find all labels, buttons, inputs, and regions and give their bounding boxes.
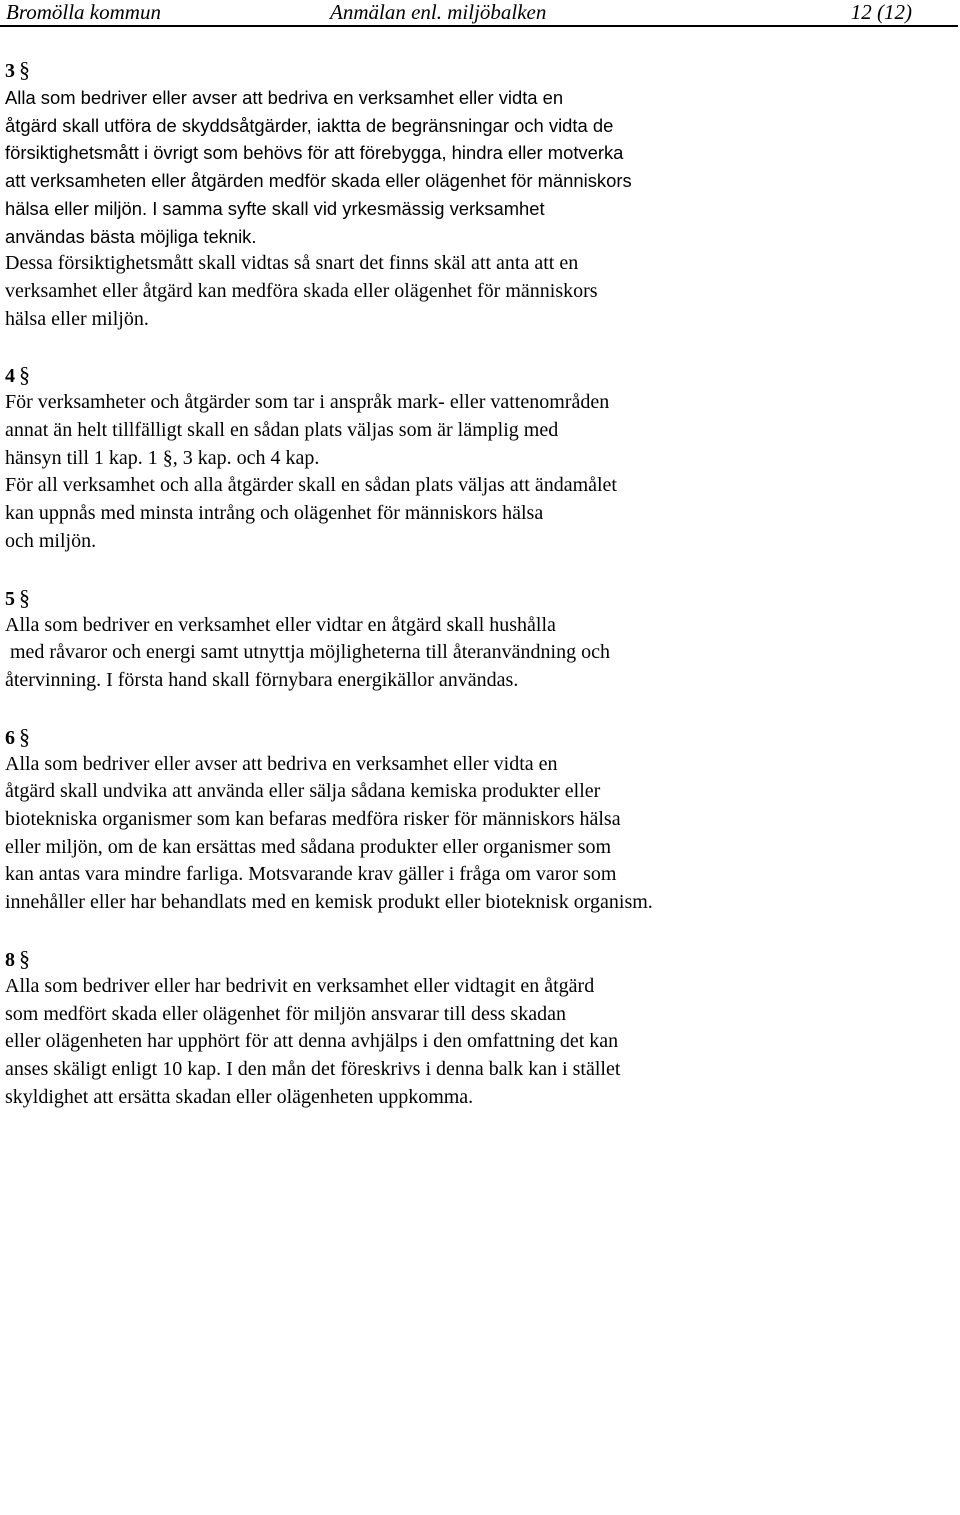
text-line: Alla som bedriver eller har bedrivit en verksamhet eller vidtagit en åtgärd [5,974,595,997]
text-line: annat än helt tillfälligt skall en sådan plats väljas som är lämplig med [5,419,559,442]
text-line: verksamhet eller åtgärd kan medföra skada eller olägenhet för människors [5,279,598,302]
text-line: att verksamheten eller åtgärden medför skada eller olägenhet för människors [5,170,632,192]
section-number: 4 [5,365,15,388]
paragraph-sign: § [19,57,30,82]
text-line: hänsyn till 1 kap. 1 §, 3 kap. och 4 kap. [5,446,320,469]
text-line: eller olägenheten har upphört för att denna avhjälps i den omfattning det kan [5,1030,619,1053]
text-line: åtgärd skall undvika att använda eller sälja sådana kemiska produkter eller [5,780,601,803]
section-heading [5,361,945,389]
text-line: som medfört skada eller olägenhet för miljön ansvarar till dess skadan [5,1002,566,1025]
section-8 [5,945,945,1112]
section-heading [5,584,945,612]
text-line: Alla som bedriver eller avser att bedriva en verksamhet eller vidta en [5,87,564,108]
text-line: och miljön. [5,529,97,552]
header-document-title: Anmälan enl. miljöbalken [330,0,547,24]
text-line: innehåller eller har behandlats med en kemisk produkt eller bioteknisk organism. [5,891,653,914]
page-header [0,0,960,24]
text-line: hälsa eller miljön. I samma syfte skall vid yrkesmässig verksamhet [5,197,545,219]
section-number: 3 [5,60,15,82]
section-heading [5,723,945,751]
section-6 [5,723,945,917]
text-line: åtgärd skall utföra de skyddsåtgärder, iaktta de begränsningar och vidta de [5,114,614,136]
text-line: Dessa försiktighetsmått skall vidtas så snart det finns skäl att anta att en [5,252,579,275]
text-line: eller miljön, om de kan ersättas med sådana produkter eller organismer som [5,835,612,858]
header-municipality: Bromölla kommun [6,0,161,24]
text-line: återvinning. I första hand skall förnybara energikällor användas. [5,668,519,691]
text-line: kan antas vara mindre farliga. Motsvarande krav gäller i fråga om varor som [5,863,617,886]
header-rule [0,25,958,27]
section-number: 5 [5,587,15,610]
section-heading [5,56,945,84]
text-line: För verksamheter och åtgärder som tar i anspråk mark- eller vattenområden [5,391,610,414]
text-line: skyldighet att ersätta skadan eller olägenheten uppkomma. [5,1085,474,1108]
section-5 [5,584,945,695]
paragraph-sign: § [19,945,30,971]
text-line: För all verksamhet och alla åtgärder skall en sådan plats väljas att ändamålet [5,474,617,497]
header-page-number: 12 (12) [850,0,912,24]
text-line: kan uppnås med minsta intrång och olägenhet för människors hälsa [5,502,544,525]
paragraph-sign: § [19,723,30,749]
text-line: Alla som bedriver en verksamhet eller vidtar en åtgärd skall hushålla [5,613,556,636]
paragraph-sign: § [19,362,30,388]
section-heading [5,945,945,973]
section-number: 6 [5,726,15,749]
text-line: anses skäligt enligt 10 kap. I den mån det föreskrivs i denna balk kan i stället [5,1057,621,1080]
text-line: försiktighetsmått i övrigt som behövs för att förebygga, hindra eller motverka [5,142,624,164]
paragraph-sign: § [19,584,30,610]
section-4 [5,361,945,555]
text-line: hälsa eller miljön. [5,307,149,330]
section-number: 8 [5,948,15,971]
text-line: biotekniska organismer som kan befaras medföra risker för människors hälsa [5,808,621,831]
text-line: Alla som bedriver eller avser att bedriva en verksamhet eller vidta en [5,752,558,775]
document-body [5,56,945,1139]
text-line: användas bästa möjliga teknik. [5,225,257,247]
section-3 [5,56,945,333]
text-line: med råvaror och energi samt utnyttja möjligheterna till återanvändning och [10,641,610,664]
